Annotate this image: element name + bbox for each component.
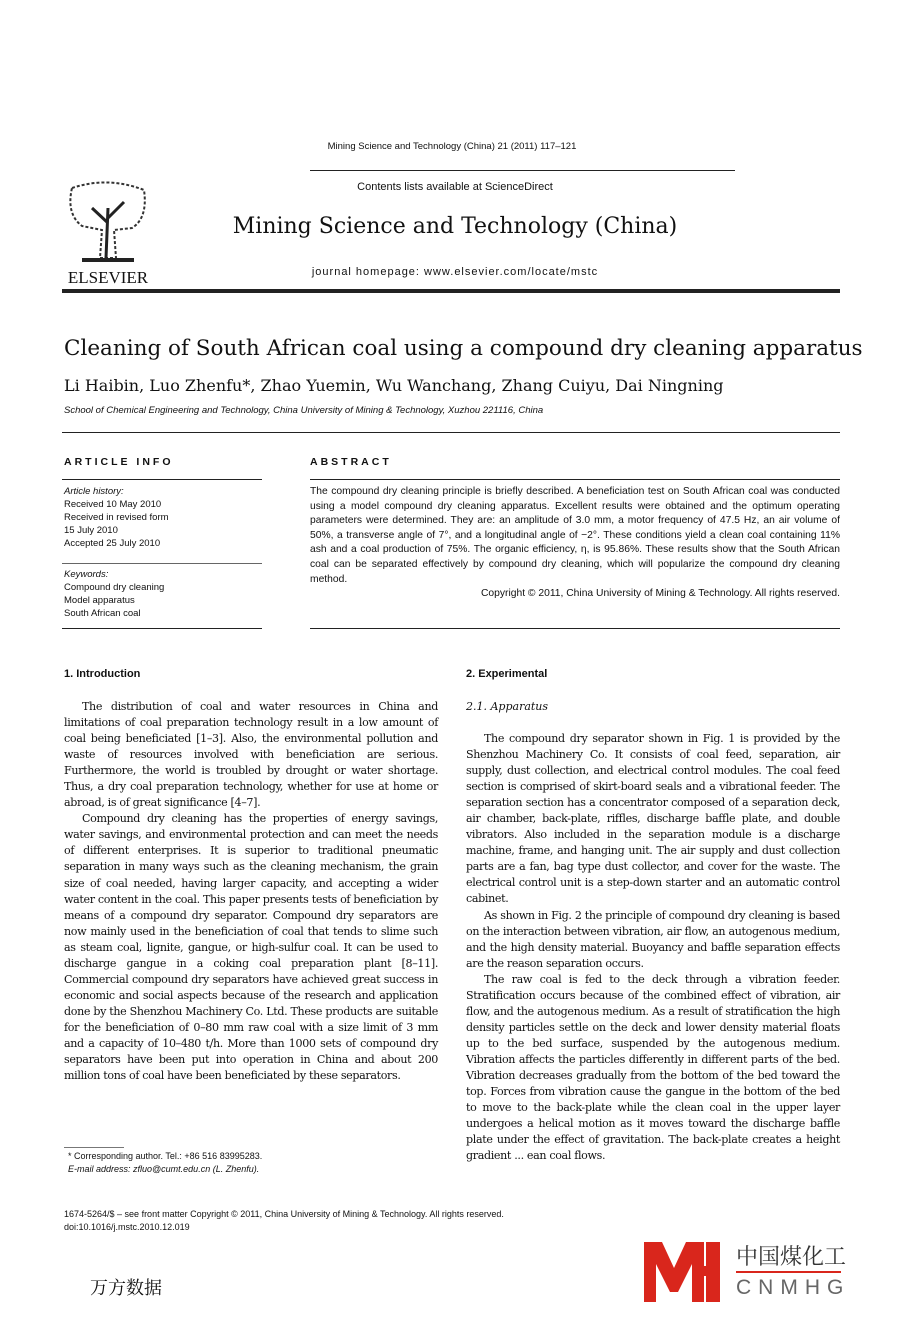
section-heading-experimental: 2. Experimental: [466, 668, 548, 680]
journal-citation: Mining Science and Technology (China) 21 (2011) 117–121: [327, 141, 577, 152]
history-label: Article history:: [64, 486, 124, 497]
history-item: Received in revised form: [64, 512, 169, 523]
experimental-body: [466, 731, 840, 1164]
elsevier-logo: [62, 178, 154, 288]
history-item: Received 10 May 2010: [64, 499, 162, 510]
introduction-body: [64, 699, 438, 1084]
contents-line: Contents lists available at ScienceDirect: [357, 181, 553, 193]
section-heading-introduction: 1. Introduction: [64, 668, 141, 680]
divider: [62, 479, 262, 480]
article-history: [64, 485, 264, 550]
email[interactable]: E-mail address: zfluo@cumt.edu.cn (L. Zhenfu).: [68, 1163, 260, 1174]
paragraph: As shown in Fig. 2 the principle of compound dry cleaning is based on the interaction between vibration, air flow, an autogenous medium, and the high density material. Buoyancy and baffle separation effects are the reason separation occurs.: [466, 908, 840, 970]
paragraph: The raw coal is fed to the deck through a vibration feeder. Stratification occurs because of the combined effect of vibration, air flow, and the autogenous medium. As a result of stratification the high density particles settle on the deck and lower density material floats up to the bed surface, suspended by the autogenous medium. Vibration affects the particles differently in different parts of the bed. Vibration decreases gradually from the bottom of the bed toward the top. Forces from vibration cause the gangue in the bottom of the bed to move to the back-plate while the clean coal in the upper layer undergoes a helical motion as it moves toward the discharge baffle plate under the effect of gravitation. The back-plate creates a height gradient ... ean coal flows.: [466, 972, 840, 1163]
article-info-heading: ARTICLE INFO: [64, 456, 174, 468]
divider: [310, 479, 840, 480]
abstract-heading: ABSTRACT: [310, 456, 392, 468]
history-item: 15 July 2010: [64, 525, 118, 536]
issn-line: 1674-5264/$ – see front matter Copyright © 2011, China University of Mining & Technology. All rights reserved.: [64, 1209, 504, 1219]
divider: [310, 170, 735, 171]
tree-icon: [62, 178, 154, 266]
divider: [62, 628, 262, 629]
abstract: [310, 485, 840, 602]
footnote-rule: [64, 1147, 124, 1148]
divider: [62, 432, 840, 433]
subsection-heading: 2.1. Apparatus: [466, 700, 549, 713]
divider: [310, 628, 840, 629]
paragraph: The compound dry separator shown in Fig. 1 is provided by the Shenzhou Machinery Co. It consists of coal feed, separation, air supply, dust collection, and electrical control modules. The coal feed section is comprised of skirt-board seals and a vibrational feeder. The separation section has a concentrator composed of a separation deck, air chamber, back-plate, riffles, discharge baffle plate, and double vibrators. Also included in the separation module is a discharge machine, frame, and hanging unit. The air supply and dust collection parts are a fan, bag type dust collector, and cover for the waste. The electrical control unit is a step-down starter and an automatic control cabinet.: [466, 732, 840, 906]
abstract-text: The compound dry cleaning principle is briefly described. A beneficiation test on South African coal was conducted using a model compound dry cleaning apparatus. Excellent results were obtained and the optimum operating parameters were determined. They are: an amplitude of 3.0 mm, a motor frequency of 47.5 Hz, an air volume of 50%, a transverse angle of 7°, and a longitudinal angle of −2°. These conditions yield a clean coal containing 11% ash and a coal production of 75%. The organic efficiency, η, is 95.86%. These results show that the South African coal can be separated effectively by compound dry cleaning, which will popularize the compound dry cleaning method.: [310, 486, 840, 585]
watermark-logo: [640, 1238, 850, 1306]
article-title: Cleaning of South African coal using a compound dry cleaning apparatus: [64, 336, 863, 361]
watermark-rule: [736, 1271, 841, 1273]
watermark-cn-text: 中国煤化工: [736, 1245, 847, 1270]
divider: [62, 563, 262, 564]
history-item: Accepted 25 July 2010: [64, 538, 161, 549]
publisher-name: ELSEVIER: [67, 268, 149, 287]
abstract-copyright: Copyright © 2011, China University of Mining & Technology. All rights reserved.: [481, 588, 840, 600]
watermark-latin: CNMHG: [736, 1276, 851, 1299]
keyword: Compound dry cleaning: [64, 582, 165, 593]
authors: Li Haibin, Luo Zhenfu*, Zhao Yuemin, Wu Wanchang, Zhang Cuiyu, Dai Ningning: [64, 376, 724, 395]
keyword: Model apparatus: [64, 595, 135, 606]
corresponding-author: * Corresponding author. Tel.: +86 516 83995283.: [68, 1151, 263, 1161]
paragraph: Compound dry cleaning has the properties of energy savings, water savings, and environmental protection and can meet the needs of different enterprises. It is superior to traditional pneumatic separation in many ways such as the cleaning mechanism, the grain size of coal needed, having larger capacity, and accepting a wider water content in the coal. This paper presents tests of beneficiation by means of a compound dry separator. Compound dry separators are now mainly used in the beneficiation of coal that tends to slime such as steam coal, lignite, gangue, or high-sulfur coal. It can be used to discharge gangue in a coking coal preparation plant [8–11]. Commercial compound dry separators have achieved great success in economic and social aspects because of the research and application done by the Shenzhou Machinery Co. Ltd. These products are suitable for the beneficiation of 0–80 mm raw coal with a size limit of 3 mm and a capacity of 10–480 t/h. More than 1000 sets of compound dry separators have been put into operation in China and about 200 million tons of coal have been beneficiated by these separators.: [64, 812, 438, 1083]
keyword: South African coal: [64, 608, 141, 619]
paragraph: The distribution of coal and water resources in China and limitations of coal preparation technology result in a low amount of coal being beneficiated [1–3]. Also, the environmental pollution and waste of resources involved with beneficiation are serious. Furthermore, the world is troubled by drought or water shortage. Thus, a dry coal preparation technology, whether for use at home or abroad, is of great significance [4–7].: [64, 700, 438, 810]
footer: [64, 1208, 504, 1233]
wanfang-watermark: 万方数据: [90, 1278, 162, 1299]
journal-homepage[interactable]: journal homepage: www.elsevier.com/locate/mstc: [311, 266, 599, 278]
header-rule: [62, 289, 840, 293]
journal-title: Mining Science and Technology (China): [232, 214, 678, 239]
keywords: [64, 568, 264, 620]
keywords-label: Keywords:: [64, 569, 109, 580]
doi[interactable]: doi:10.1016/j.mstc.2010.12.019: [64, 1221, 190, 1232]
affiliation: School of Chemical Engineering and Technology, China University of Mining & Technology, Xuzhou 221116, China: [64, 405, 544, 416]
footnote: [68, 1150, 262, 1175]
mh-logo-icon: [640, 1238, 730, 1306]
